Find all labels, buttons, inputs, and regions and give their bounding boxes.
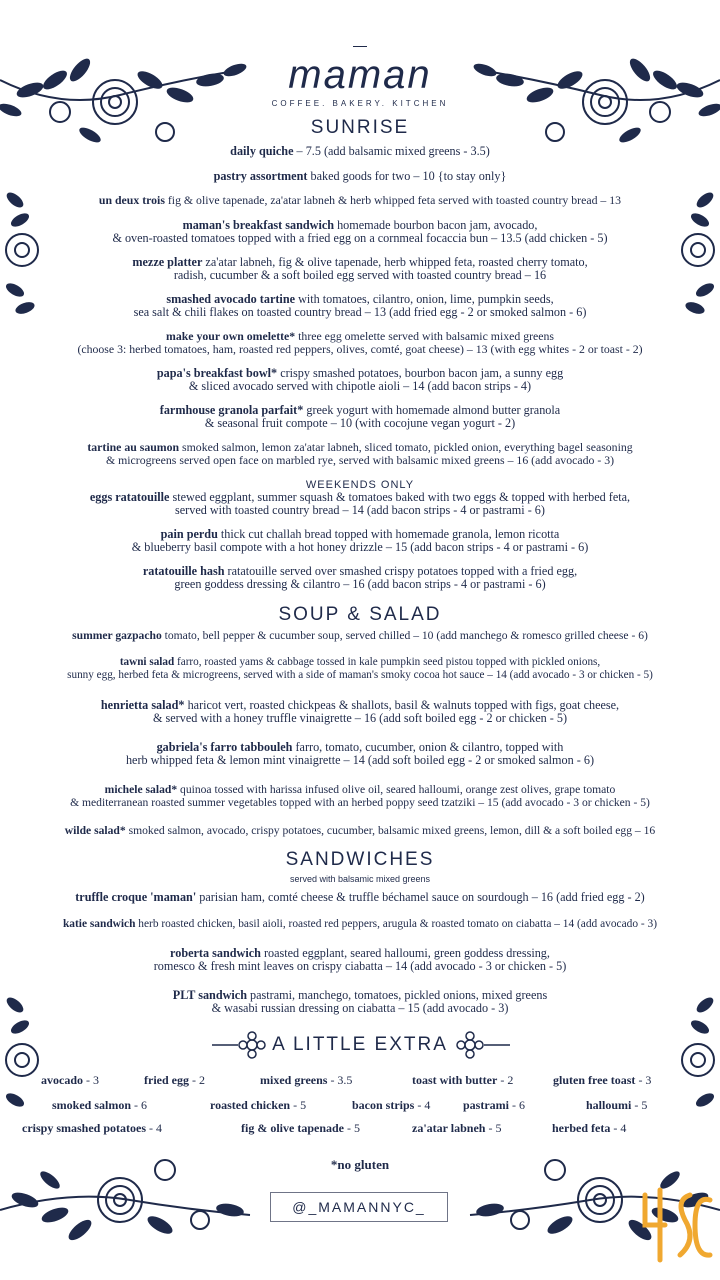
extra-item: pastrami - 6 bbox=[463, 1098, 525, 1112]
item-name: tawni salad bbox=[119, 656, 175, 668]
extra-item: fried egg - 2 bbox=[144, 1073, 205, 1087]
item-description-line-2: served with toasted country bread – 14 (add bacon strips - 4 or pastrami - 6) bbox=[175, 503, 545, 517]
extra-item: avocado - 3 bbox=[41, 1073, 99, 1087]
item-name: mezze platter bbox=[132, 255, 203, 269]
item-description-line-2: & microgreens served open face on marbled rye, served with balsamic mixed greens – 16 (add avocado - 3) bbox=[105, 453, 615, 467]
item-name: eggs ratatouille bbox=[89, 490, 170, 504]
item-description: baked goods for two – 10 {to stay only} bbox=[307, 169, 507, 183]
menu-item-un-deux-trois bbox=[0, 194, 720, 207]
flower-icon bbox=[212, 1030, 272, 1060]
item-description: za'atar labneh, fig & olive tapenade, herb whipped feta, roasted cherry tomato, bbox=[202, 255, 588, 269]
weekends-only-heading: WEEKENDS ONLY bbox=[305, 479, 415, 491]
logo-rule bbox=[353, 46, 367, 47]
menu-item-pain-perdu bbox=[0, 528, 720, 554]
item-description: farro, roasted yams & cabbage tossed in kale pumpkin seed pistou topped with pickled onions, bbox=[174, 656, 601, 668]
menu-item-make-your-own-omelette bbox=[0, 330, 720, 356]
menu-item-eggs-ratatouille bbox=[0, 491, 720, 517]
menu-item-katie-sandwich bbox=[0, 918, 720, 931]
item-description: fig & olive tapenade, za'atar labneh & herb whipped feta served with toasted country bread – 13 bbox=[164, 193, 622, 207]
item-description: tomato, bell pepper & cucumber soup, served chilled – 10 (add manchego & romesco grilled cheese - 6) bbox=[161, 629, 648, 642]
menu-item-michele-salad bbox=[0, 783, 720, 809]
flower-icon bbox=[450, 1030, 510, 1060]
brand-logo bbox=[0, 46, 720, 108]
item-description-line-2: & sliced avocado served with chipotle aioli – 14 (add bacon strips - 4) bbox=[188, 379, 532, 393]
brand-tagline: COFFEE. BAKERY. KITCHEN bbox=[271, 99, 449, 108]
item-name: wilde salad* bbox=[64, 824, 126, 837]
menu-item-summer-gazpacho bbox=[0, 629, 720, 642]
menu-item-roberta-sandwich bbox=[0, 947, 720, 973]
item-name: daily quiche bbox=[230, 144, 294, 158]
menu-item-gabrielas-farro-tabbouleh bbox=[0, 741, 720, 767]
item-name: farmhouse granola parfait* bbox=[159, 403, 304, 417]
menu-item-ratatouille-hash bbox=[0, 565, 720, 591]
extra-item: bacon strips - 4 bbox=[352, 1098, 431, 1112]
watermark-logo-icon bbox=[635, 1185, 715, 1265]
item-description: crispy smashed potatoes, bourbon bacon jam, a sunny egg bbox=[277, 366, 564, 380]
item-description-line-2: & seasonal fruit compote – 10 (with cocojune vegan yogurt - 2) bbox=[204, 416, 516, 430]
extra-item: gluten free toast - 3 bbox=[553, 1073, 652, 1087]
item-name: truffle croque 'maman' bbox=[75, 890, 197, 904]
menu-item-henrietta-salad bbox=[0, 699, 720, 725]
item-description-line-2: sunny egg, herbed feta & microgreens, served with a side of maman's smoky cocoa hot sauce – 14 (add avocado - 3 or chicken - 5) bbox=[67, 669, 653, 681]
menu-item-truffle-croque-maman bbox=[0, 891, 720, 904]
item-description-line-2: & served with a honey truffle vinaigrette – 16 (add soft boiled egg - 2 or chicken - 5) bbox=[152, 711, 568, 725]
item-name: tartine au saumon bbox=[87, 440, 180, 454]
item-description-line-2: herb whipped feta & lemon mint vinaigrette – 14 (add soft boiled egg - 2 or smoked salmon - 6) bbox=[125, 753, 595, 767]
item-description-line-2: (choose 3: herbed tomatoes, ham, roasted red peppers, olives, comté, goat cheese) – 13 (with egg whites - 2 or toast - 2) bbox=[77, 342, 643, 356]
item-description: ratatouille served over smashed crispy potatoes topped with a fried egg, bbox=[224, 564, 578, 578]
menu-item-tartine-au-saumon bbox=[0, 441, 720, 467]
item-name: pastry assortment bbox=[213, 169, 308, 183]
item-description: smoked salmon, avocado, crispy potatoes, cucumber, balsamic mixed greens, lemon, dill & a soft boiled egg – 16 bbox=[125, 824, 656, 837]
item-name: maman's breakfast sandwich bbox=[182, 218, 335, 232]
item-description: homemade bourbon bacon jam, avocado, bbox=[334, 218, 538, 232]
item-name: pain perdu bbox=[160, 527, 218, 541]
sandwiches-note: served with balsamic mixed greens bbox=[289, 874, 431, 884]
menu-item-pastry-assortment bbox=[0, 170, 720, 183]
item-description: parisian ham, comté cheese & truffle béchamel sauce on sourdough – 16 (add fried egg - 2) bbox=[196, 890, 645, 904]
menu-item-mamans-breakfast-sandwich bbox=[0, 219, 720, 245]
item-description: smoked salmon, lemon za'atar labneh, sliced tomato, pickled onion, everything bagel seasoning bbox=[179, 440, 633, 454]
item-description-line-2: green goddess dressing & cilantro – 16 (add bacon strips - 4 or pastrami - 6) bbox=[174, 577, 546, 591]
section-title-a-little-extra: A LITTLE EXTRA bbox=[272, 1034, 448, 1055]
item-name: un deux trois bbox=[98, 193, 165, 207]
item-description-line-2: & blueberry basil compote with a hot honey drizzle – 15 (add bacon strips - 4 or pastrami - 6) bbox=[131, 540, 589, 554]
item-description: with tomatoes, cilantro, onion, lime, pumpkin seeds, bbox=[295, 292, 554, 306]
extra-item: smoked salmon - 6 bbox=[52, 1098, 148, 1112]
section-title-sunrise: SUNRISE bbox=[310, 117, 410, 138]
item-name: summer gazpacho bbox=[72, 629, 162, 642]
item-name: gabriela's farro tabbouleh bbox=[156, 740, 293, 754]
extra-item: herbed feta - 4 bbox=[552, 1121, 627, 1135]
extra-item: crispy smashed potatoes - 4 bbox=[22, 1121, 163, 1135]
menu-item-mezze-platter bbox=[0, 256, 720, 282]
item-description-line-2: romesco & fresh mint leaves on crispy ciabatta – 14 (add avocado - 3 or chicken - 5) bbox=[153, 959, 567, 973]
item-description: stewed eggplant, summer squash & tomatoes baked with two eggs & topped with herbed feta, bbox=[169, 490, 631, 504]
item-description: herb roasted chicken, basil aioli, roasted red peppers, arugula & roasted tomato on ciabatta – 14 (add avocado - 3) bbox=[135, 918, 658, 930]
extra-item: za'atar labneh - 5 bbox=[412, 1121, 502, 1135]
extra-item: roasted chicken - 5 bbox=[210, 1098, 307, 1112]
brand-name: maman bbox=[288, 53, 432, 97]
menu-item-plt-sandwich bbox=[0, 989, 720, 1015]
section-title-soup-salad: SOUP & SALAD bbox=[278, 604, 442, 625]
menu-item-wilde-salad bbox=[0, 824, 720, 837]
item-description: quinoa tossed with harissa infused olive oil, seared halloumi, orange zest olives, grape tomato bbox=[177, 783, 616, 796]
item-name: papa's breakfast bowl* bbox=[156, 366, 278, 380]
item-description: roasted eggplant, seared halloumi, green goddess dressing, bbox=[260, 946, 550, 960]
item-name: make your own omelette* bbox=[166, 329, 296, 343]
item-description: farro, tomato, cucumber, onion & cilantro, topped with bbox=[292, 740, 564, 754]
item-description-line-2: radish, cucumber & a soft boiled egg served with toasted country bread – 16 bbox=[173, 268, 547, 282]
item-description: greek yogurt with homemade almond butter granola bbox=[303, 403, 561, 417]
instagram-handle: @_MAMANNYC_ bbox=[270, 1192, 448, 1222]
menu-item-farmhouse-granola-parfait bbox=[0, 404, 720, 430]
item-description-line-2: sea salt & chili flakes on toasted country bread – 13 (add fried egg - 2 or smoked salmon - 6) bbox=[133, 305, 587, 319]
extra-item: fig & olive tapenade - 5 bbox=[241, 1121, 360, 1135]
menu-item-papas-breakfast-bowl bbox=[0, 367, 720, 393]
item-description-line-2: & oven-roasted tomatoes topped with a fried egg on a cornmeal focaccia bun – 13.5 (add chicken - 5) bbox=[112, 231, 608, 245]
item-description: three egg omelette served with balsamic mixed greens bbox=[295, 329, 554, 343]
extra-item: toast with butter - 2 bbox=[412, 1073, 514, 1087]
item-name: michele salad* bbox=[104, 783, 178, 796]
section-title-sandwiches: SANDWICHES bbox=[285, 849, 435, 870]
item-name: roberta sandwich bbox=[170, 946, 261, 960]
item-description-line-2: & mediterranean roasted summer vegetables topped with an herbed poppy seed tzatziki – 15 (add avocado - 3 or chicken - 5) bbox=[70, 796, 650, 809]
item-description: pastrami, manchego, tomatoes, pickled onions, mixed greens bbox=[246, 988, 548, 1002]
no-gluten-footnote: *no gluten bbox=[330, 1157, 390, 1172]
item-name: PLT sandwich bbox=[172, 988, 247, 1002]
extra-item: halloumi - 5 bbox=[586, 1098, 648, 1112]
item-description: haricot vert, roasted chickpeas & shallots, basil & walnuts topped with figs, goat cheese, bbox=[184, 698, 620, 712]
item-description-line-2: & wasabi russian dressing on ciabatta – 15 (add avocado - 3) bbox=[211, 1001, 509, 1015]
item-name: henrietta salad* bbox=[100, 698, 185, 712]
item-description: – 7.5 (add balsamic mixed greens - 3.5) bbox=[293, 144, 490, 158]
item-name: smashed avocado tartine bbox=[166, 292, 296, 306]
menu-item-tawni-salad bbox=[0, 656, 720, 682]
menu-item-daily-quiche bbox=[0, 145, 720, 158]
extra-item: mixed greens - 3.5 bbox=[260, 1073, 353, 1087]
item-description: thick cut challah bread topped with homemade granola, lemon ricotta bbox=[217, 527, 560, 541]
menu-item-smashed-avocado-tartine bbox=[0, 293, 720, 319]
item-name: katie sandwich bbox=[62, 918, 136, 930]
item-name: ratatouille hash bbox=[142, 564, 225, 578]
